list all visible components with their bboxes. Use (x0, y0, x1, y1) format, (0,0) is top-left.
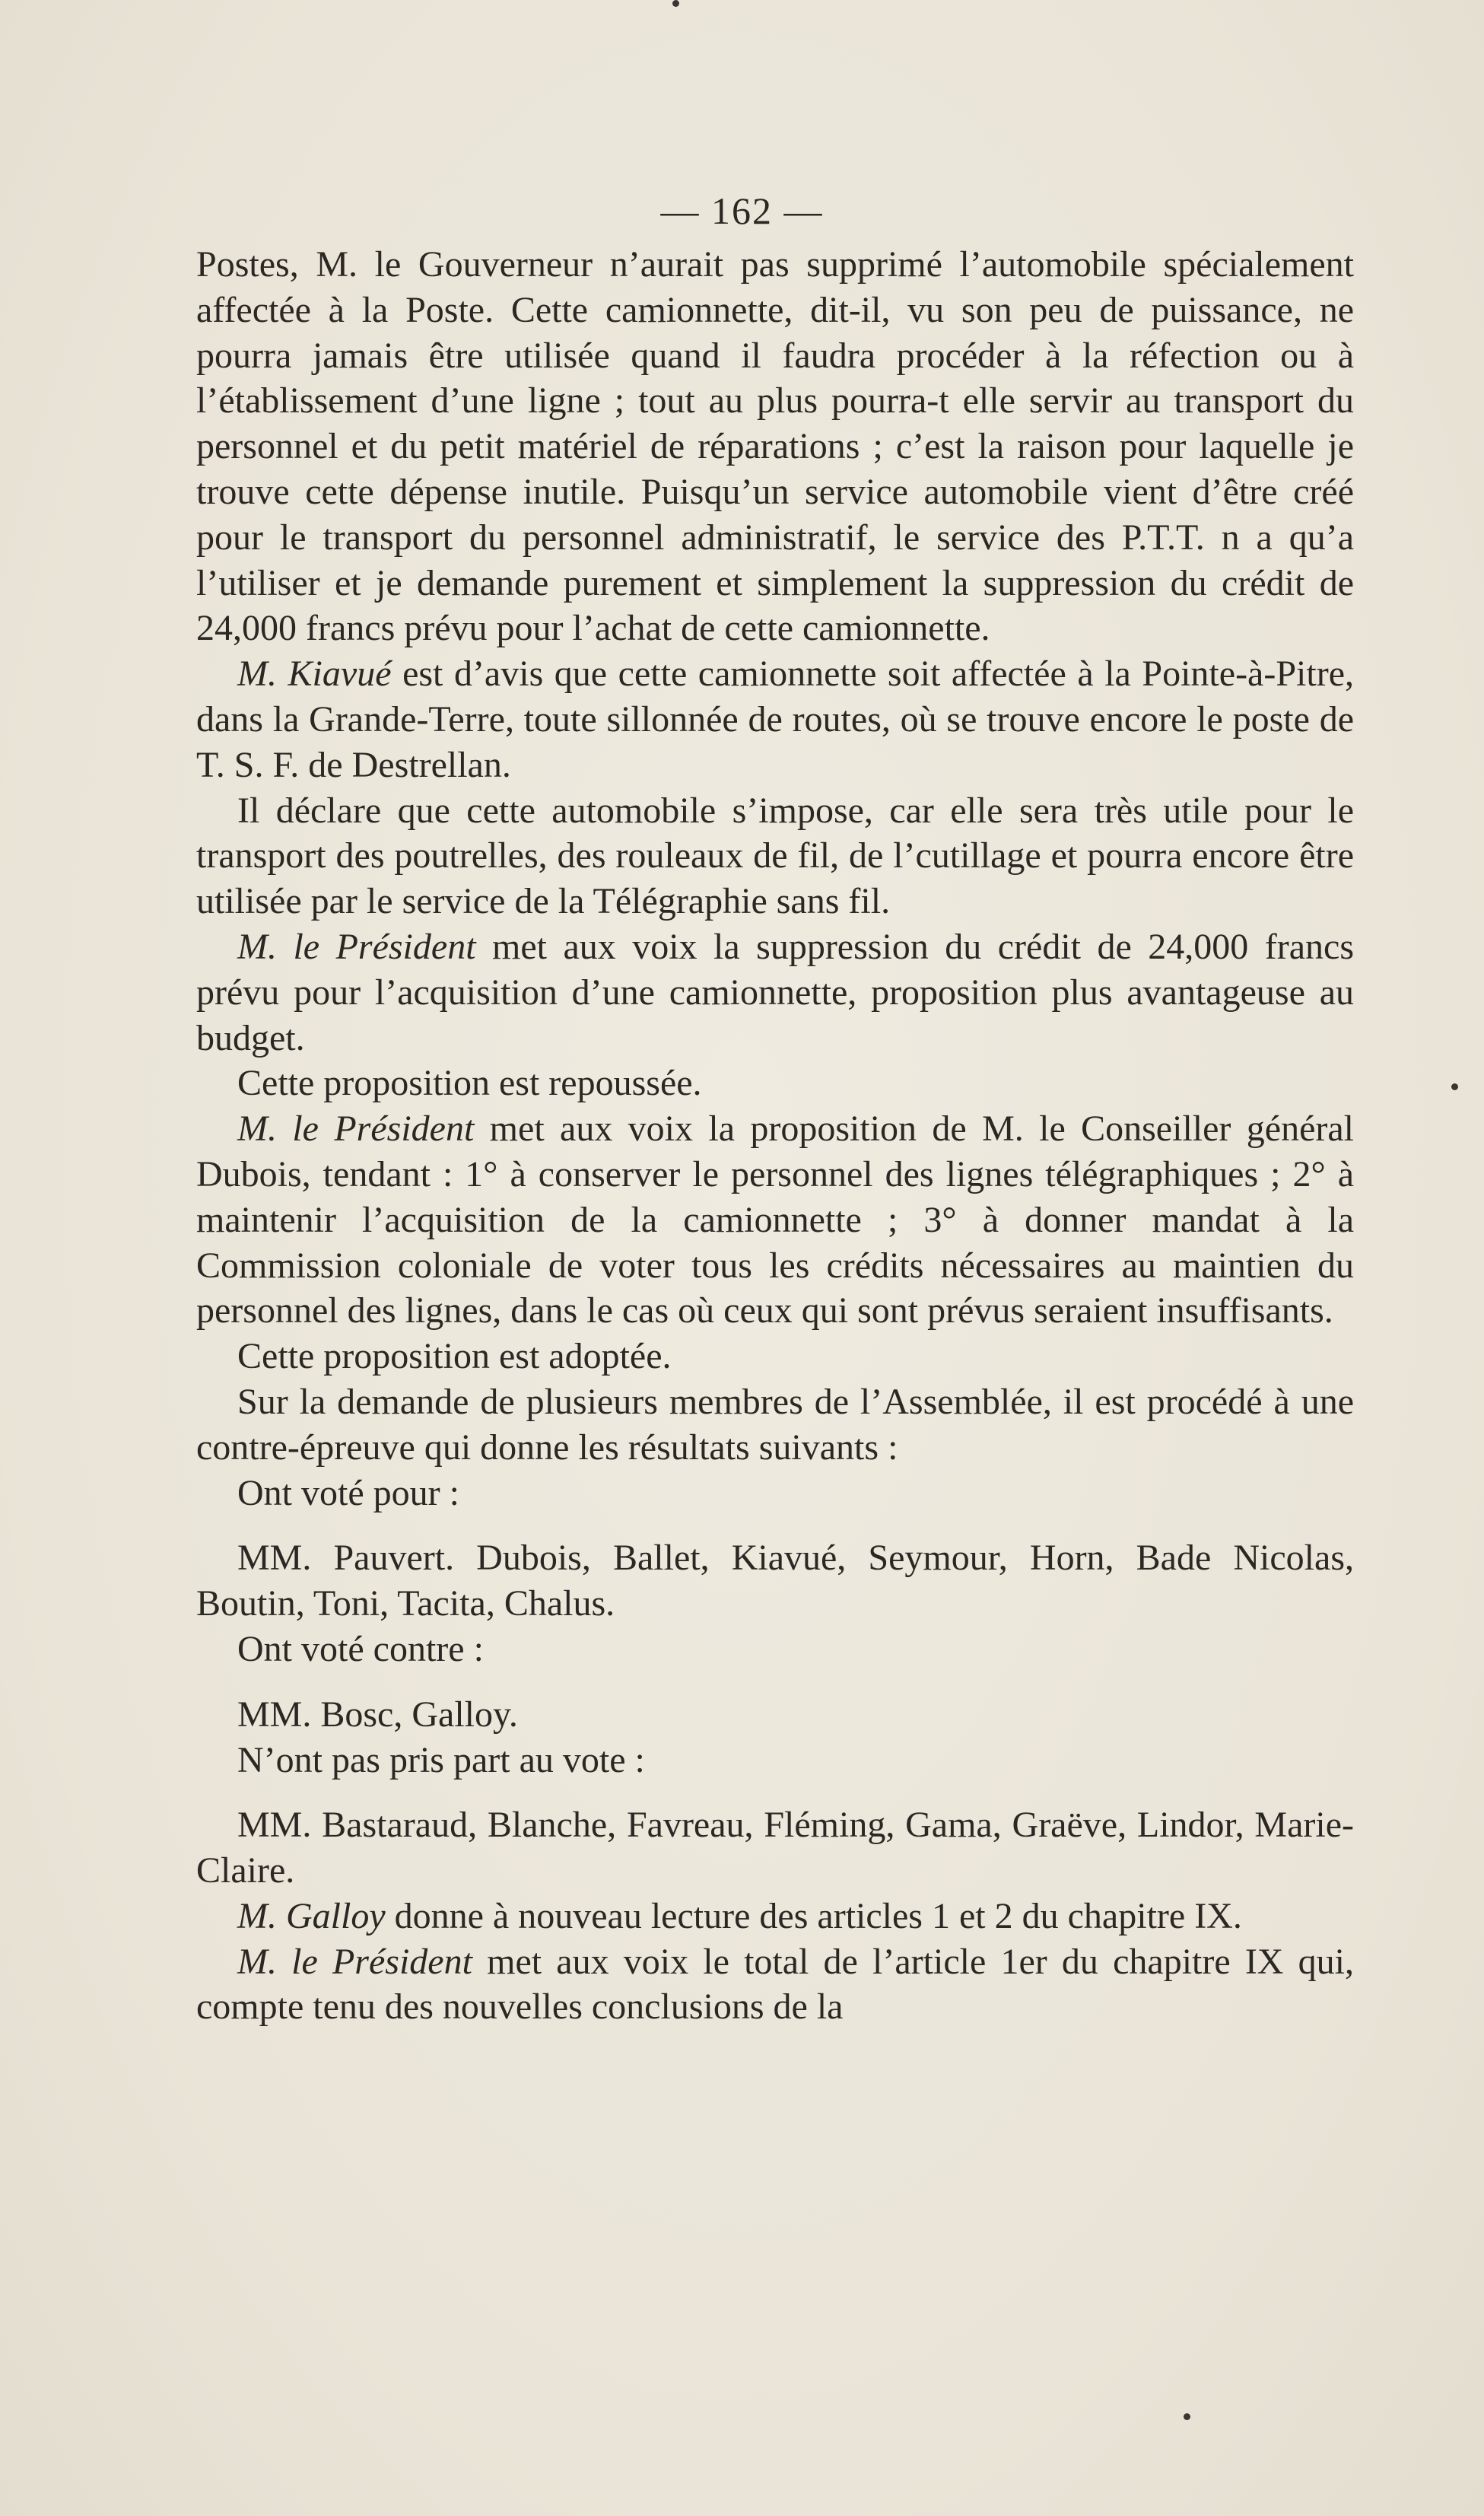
paragraph (196, 1061, 1354, 1106)
paragraph-text: Sur la demande de plusieurs membres de l’Assemblée, il est procédé à une contre-épreuve qui donne les résultats suivants : (196, 1381, 1354, 1468)
ink-speck-top (672, 0, 679, 7)
paragraph (196, 1106, 1354, 1334)
paragraph (196, 1802, 1354, 1894)
paragraph-text: met aux voix la proposition de M. le Conseiller général Dubois, tendant : 1° à conserver le personnel des lignes télégraphiques ; 2° à maintenir l’acquisition de la camionnette ; 3° à donner mandat à la Commission coloniale de voter tous les crédits nécessaires au maintien du personnel des lignes, dans le cas où ceux qui sont prévus seraient insuffisants. (196, 1109, 1354, 1331)
speaker-name: M. le Président (237, 1109, 475, 1150)
ink-speck-bottom (1184, 2413, 1190, 2420)
speaker-name: M. le Président (237, 926, 476, 967)
paragraph (196, 1471, 1354, 1516)
paragraph-text: Cette proposition est repoussée. (237, 1063, 702, 1104)
paragraph-text: Ont voté contre : (237, 1628, 484, 1669)
paragraph-text: met aux voix la suppression du crédit de 24,000 francs prévu pour l’acquisition d’une camionnette, proposition plus avantageuse au budget. (196, 926, 1354, 1058)
paragraph-text: Ont voté pour : (237, 1472, 459, 1513)
paragraph-text: MM. Bastaraud, Blanche, Favreau, Fléming, Gama, Graëve, Lindor, Marie-Claire. (196, 1805, 1354, 1891)
page-number: — 162 — (660, 189, 824, 232)
paragraph-text: Il déclare que cette automobile s’impose, car elle sera très utile pour le transport des poutrelles, des rouleaux de fil, de l’cutillage et pourra encore être utilisée par le service de la Télégraphie sans fil. (196, 790, 1354, 922)
text-body (196, 242, 1354, 2030)
paragraph (196, 1894, 1354, 1939)
paragraph-text: MM. Pauvert. Dubois, Ballet, Kiavué, Seymour, Horn, Bade Nicolas, Boutin, Toni, Tacita, Chalus. (196, 1538, 1354, 1624)
speaker-name: M. Kiavué (237, 654, 392, 695)
paragraph-text: met aux voix le total de l’article 1er du chapitre IX qui, compte tenu des nouvelles conclusions de la (196, 1941, 1354, 2028)
paragraph (196, 1535, 1354, 1627)
paragraph (196, 651, 1354, 787)
paragraph (196, 1379, 1354, 1471)
paragraph (196, 924, 1354, 1061)
paragraph (196, 1939, 1354, 2031)
paragraph (196, 1334, 1354, 1379)
paragraph-text: donne à nouveau lecture des articles 1 et 2 du chapitre IX. (385, 1895, 1242, 1936)
paragraph-text: Postes, M. le Gouverneur n’aurait pas supprimé l’automobile spécialement affectée à la Poste. Cette camionnette, dit-il, vu son peu de puissance, ne pourra jamais être utilisée quand il faudra procéder à la réfection ou à l’établissement d’une ligne ; tout au plus pourra-t elle servir au transport du personnel et du petit matériel de réparations ; c’est la raison pour laquelle je trouve cette dépense inutile. Puisqu’un service automobile vient d’être créé pour le transport du personnel administratif, le service des P.T.T. n a qu’a l’utiliser et je demande purement et simplement la suppression du crédit de 24,000 francs prévu pour l’achat de cette camionnette. (196, 244, 1354, 649)
speaker-name: M. le Président (237, 1941, 472, 1982)
paragraph (196, 1738, 1354, 1783)
speaker-name: M. Galloy (237, 1895, 386, 1936)
paragraph (196, 1627, 1354, 1672)
paragraph (196, 1692, 1354, 1738)
paragraph-text: Cette proposition est adoptée. (237, 1336, 672, 1377)
ink-speck-right (1451, 1083, 1458, 1090)
paragraph (196, 242, 1354, 651)
paragraph (196, 788, 1354, 924)
paragraph-text: est d’avis que cette camionnette soit affectée à la Pointe-à-Pitre, dans la Grande-Terre, toute sillonnée de routes, où se trouve encore le poste de T. S. F. de Destrellan. (196, 654, 1355, 785)
paragraph-text: MM. Bosc, Galloy. (237, 1694, 518, 1735)
paragraph-text: N’ont pas pris part au vote : (237, 1739, 645, 1780)
